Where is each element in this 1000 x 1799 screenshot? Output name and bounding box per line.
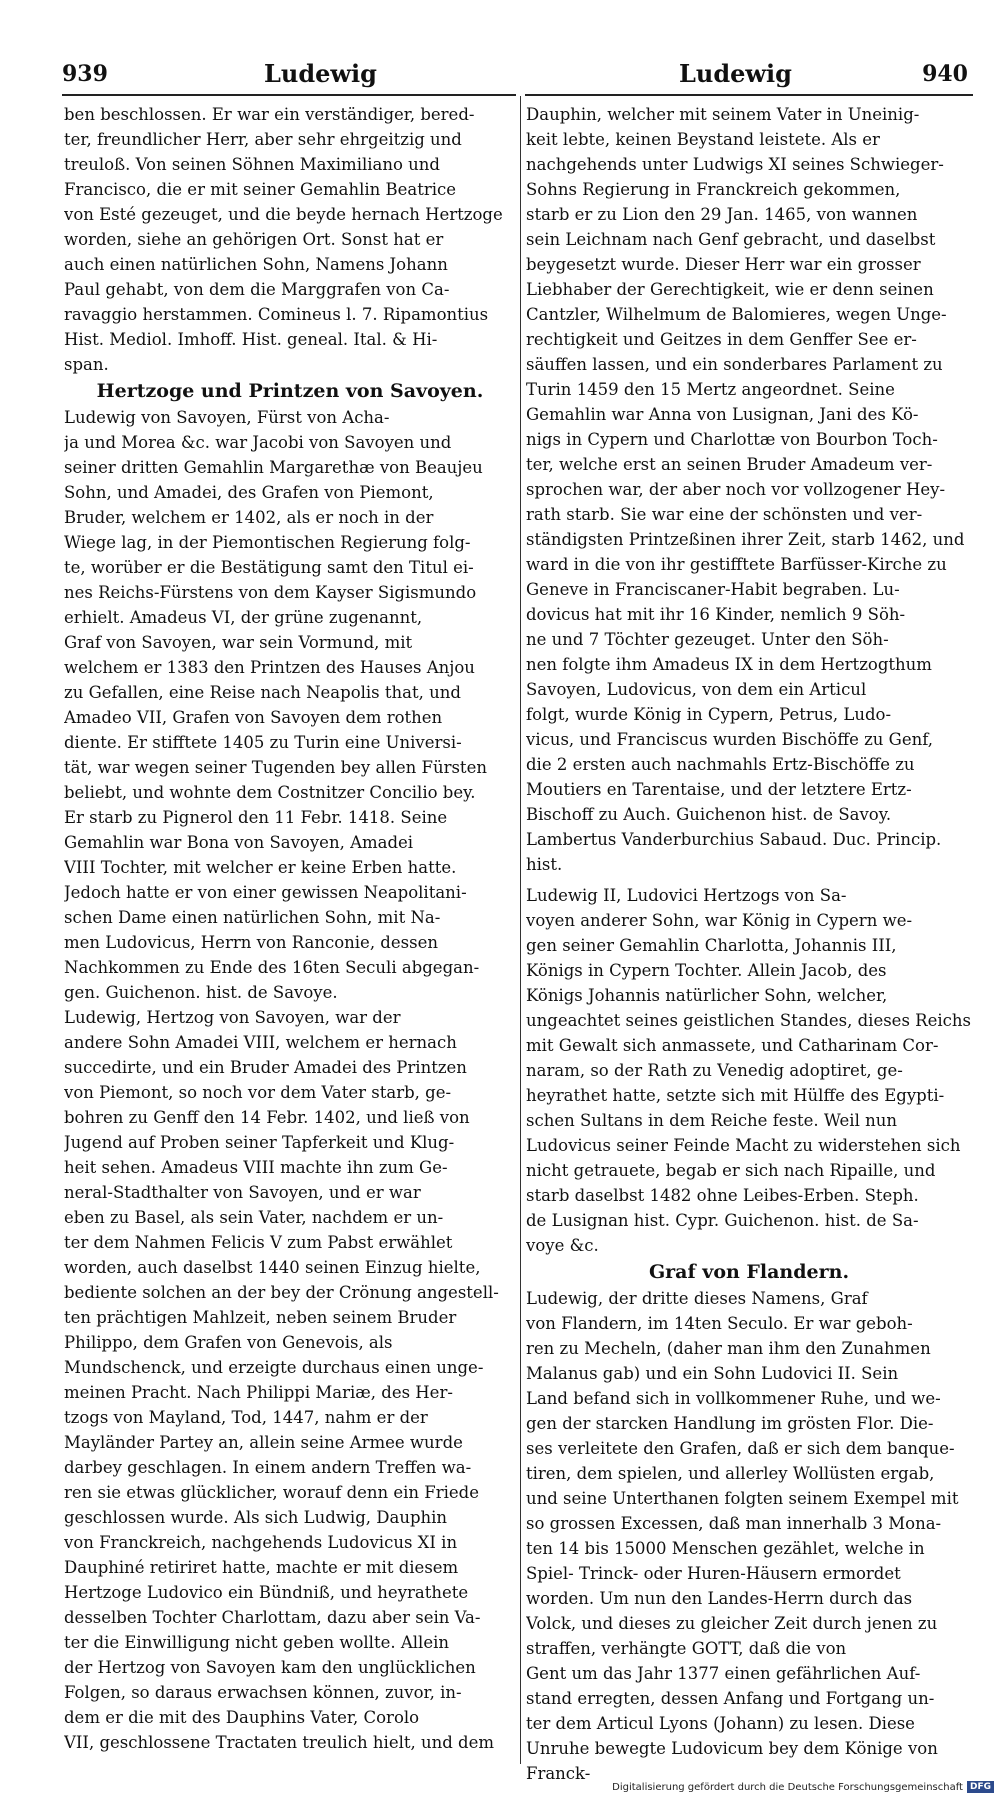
text-line: erhielt. Amadeus VI, der grüne zugenannt, bbox=[64, 608, 423, 627]
credit-text: Digitalisierung gefördert durch die Deutsche Forschungsgemeinschaft bbox=[612, 1781, 963, 1793]
text-line: stand erregten, dessen Anfang und Fortgang un- bbox=[526, 1689, 935, 1708]
digitization-credit bbox=[612, 1781, 994, 1793]
text-line: Philippo, dem Grafen von Genevois, als bbox=[64, 1333, 393, 1352]
text-line: treuloß. Von seinen Söhnen Maximiliano und bbox=[64, 155, 440, 174]
text-line: seiner dritten Gemahlin Margarethæ von Beaujeu bbox=[64, 458, 483, 477]
dfg-logo: DFG bbox=[967, 1781, 994, 1793]
text-line: so grossen Excessen, daß man innerhalb 3 Mona- bbox=[526, 1514, 942, 1533]
text-line: VIII Tochter, mit welcher er keine Erben hatte. bbox=[64, 858, 457, 877]
section-heading-flandern: Graf von Flandern. bbox=[648, 1261, 850, 1283]
text-line: keit lebte, keinen Beystand leistete. Als er bbox=[526, 130, 880, 149]
text-line: säuffen lassen, und ein sonderbares Parlament zu bbox=[526, 355, 943, 374]
text-line: ter, freundlicher Herr, aber sehr ehrgeitzig und bbox=[64, 130, 462, 149]
text-line: ward in die von ihr gestifftete Barfüsser-Kirche zu bbox=[526, 555, 947, 574]
text-line: vicus, und Franciscus wurden Bischöffe zu Genf, bbox=[526, 730, 933, 749]
text-line: Wiege lag, in der Piemontischen Regierung folg- bbox=[64, 533, 471, 552]
text-line: ter dem Articul Lyons (Johann) zu lesen. Diese bbox=[526, 1714, 915, 1733]
text-line: von Esté gezeuget, und die beyde hernach Hertzoge bbox=[64, 205, 503, 224]
text-line: beygesetzt wurde. Dieser Herr war ein grosser bbox=[526, 255, 921, 274]
left-page-number: 939 bbox=[62, 61, 108, 87]
text-line: Gent um das Jahr 1377 einen gefährlichen Auf- bbox=[526, 1664, 921, 1683]
text-line: ter dem Nahmen Felicis V zum Pabst erwählet bbox=[64, 1233, 453, 1252]
column-divider bbox=[520, 96, 521, 1764]
text-line: heyrathet hatte, setzte sich mit Hülffe des Egypti- bbox=[526, 1086, 945, 1105]
text-line: men Ludovicus, Herrn von Ranconie, dessen bbox=[64, 933, 438, 952]
text-line: dem er die mit des Dauphins Vater, Corolo bbox=[64, 1708, 420, 1727]
text-line: Cantzler, Wilhelmum de Balomieres, wegen Unge- bbox=[526, 305, 947, 324]
text-line: Malanus gab) und ein Sohn Ludovici II. Sein bbox=[526, 1364, 899, 1383]
text-line: Gemahlin war Bona von Savoyen, Amadei bbox=[64, 833, 414, 852]
text-line: Jugend auf Proben seiner Tapferkeit und Klug- bbox=[64, 1133, 455, 1152]
text-line: Paul gehabt, von dem die Marggrafen von Ca- bbox=[64, 280, 450, 299]
text-line: Königs in Cypern Tochter. Allein Jacob, des bbox=[526, 961, 887, 980]
text-line: auch einen natürlichen Sohn, Namens Johann bbox=[64, 255, 448, 274]
text-line: die 2 ersten auch nachmahls Ertz-Bischöffe zu bbox=[526, 755, 915, 774]
text-line: Mayländer Partey an, allein seine Armee wurde bbox=[64, 1433, 463, 1452]
text-line: von Franckreich, nachgehends Ludovicus XI in bbox=[64, 1533, 458, 1552]
left-header-rule bbox=[62, 94, 516, 96]
text-line: Hist. Mediol. Imhoff. Hist. geneal. Ital. & Hi- bbox=[64, 330, 438, 349]
text-line: Spiel- Trinck- oder Huren-Häusern ermordet bbox=[526, 1564, 901, 1583]
text-line: dovicus hat mit ihr 16 Kinder, nemlich 9 Söh- bbox=[526, 605, 906, 624]
text-line: Gemahlin war Anna von Lusignan, Jani des Kö- bbox=[526, 405, 919, 424]
text-line: Ludewig, der dritte dieses Namens, Graf bbox=[526, 1289, 868, 1308]
text-line: ständigsten Printzeßinen ihrer Zeit, starb 1462, und bbox=[526, 530, 965, 549]
text-line: desselben Tochter Charlottam, dazu aber sein Va- bbox=[64, 1608, 481, 1627]
left-paragraph-2 bbox=[64, 405, 516, 1005]
text-line: starb daselbst 1482 ohne Leibes-Erben. Steph. bbox=[526, 1186, 919, 1205]
left-column bbox=[64, 102, 516, 1755]
text-line: Sohns Regierung in Franckreich gekommen, bbox=[526, 180, 901, 199]
text-line: Sohn, und Amadei, des Grafen von Piemont, bbox=[64, 483, 434, 502]
text-line: worden, siehe an gehörigen Ort. Sonst hat er bbox=[64, 230, 444, 249]
text-line: mit Gewalt sich anmassete, und Catharinam Cor- bbox=[526, 1036, 939, 1055]
text-line: Ludovicus seiner Feinde Macht zu widerstehen sich bbox=[526, 1136, 961, 1155]
left-paragraph-1 bbox=[64, 102, 516, 377]
text-line: de Lusignan hist. Cypr. Guichenon. hist. de Sa- bbox=[526, 1211, 919, 1230]
left-running-head: Ludewig bbox=[264, 59, 377, 88]
text-line: Folgen, so daraus erwachsen können, zuvor, in- bbox=[64, 1683, 462, 1702]
text-line: Er starb zu Pignerol den 11 Febr. 1418. Seine bbox=[64, 808, 448, 827]
text-line: voye &c. bbox=[526, 1236, 599, 1255]
text-line: voyen anderer Sohn, war König in Cypern we- bbox=[526, 911, 913, 930]
text-line: meinen Pracht. Nach Philippi Mariæ, des Her- bbox=[64, 1383, 453, 1402]
text-line: Mundschenck, und erzeigte durchaus einen unge- bbox=[64, 1358, 484, 1377]
text-line: gen. Guichenon. hist. de Savoye. bbox=[64, 983, 338, 1002]
text-line: nachgehends unter Ludwigs XI seines Schwieger- bbox=[526, 155, 944, 174]
text-line: gen seiner Gemahlin Charlotta, Johannis III, bbox=[526, 936, 897, 955]
text-line: nes Reichs-Fürstens von dem Kayser Sigismundo bbox=[64, 583, 477, 602]
text-line: Dauphiné retiriret hatte, machte er mit diesem bbox=[64, 1558, 459, 1577]
text-line: Franck- bbox=[526, 1764, 591, 1783]
text-line: ungeachtet seines geistlichen Standes, dieses Reichs bbox=[526, 1011, 971, 1030]
text-line: nigs in Cypern und Charlottæ von Bourbon Toch- bbox=[526, 430, 938, 449]
right-running-head: Ludewig bbox=[679, 59, 792, 88]
text-line: Ludewig II, Ludovici Hertzogs von Sa- bbox=[526, 886, 847, 905]
text-line: hist. bbox=[526, 855, 563, 874]
text-line: neral-Stadthalter von Savoyen, und er war bbox=[64, 1183, 421, 1202]
text-line: Lambertus Vanderburchius Sabaud. Duc. Princip. bbox=[526, 830, 942, 849]
text-line: tzogs von Mayland, Tod, 1447, nahm er der bbox=[64, 1408, 428, 1427]
right-paragraph-1 bbox=[526, 102, 972, 877]
text-line: ter die Einwilligung nicht geben wollte. Allein bbox=[64, 1633, 449, 1652]
text-line: te, worüber er die Bestätigung samt den Titul ei- bbox=[64, 558, 474, 577]
text-line: tiren, dem spielen, und allerley Wollüsten ergab, bbox=[526, 1464, 935, 1483]
right-paragraph-2 bbox=[526, 883, 972, 1258]
text-line: Liebhaber der Gerechtigkeit, wie er denn seinen bbox=[526, 280, 934, 299]
text-line: Turin 1459 den 15 Mertz angeordnet. Seine bbox=[526, 380, 895, 399]
text-line: Graf von Savoyen, war sein Vormund, mit bbox=[64, 633, 413, 652]
text-line: ses verleitete den Grafen, daß er sich dem banque- bbox=[526, 1439, 955, 1458]
text-line: ne und 7 Töchter gezeuget. Unter den Söh- bbox=[526, 630, 889, 649]
text-line: geschlossen wurde. Als sich Ludwig, Dauphin bbox=[64, 1508, 448, 1527]
text-line: Unruhe bewegte Ludovicum bey dem Könige von bbox=[526, 1739, 938, 1758]
text-line: Ludewig von Savoyen, Fürst von Acha- bbox=[64, 408, 390, 427]
text-line: ren sie etwas glücklicher, worauf denn ein Friede bbox=[64, 1483, 480, 1502]
text-line: andere Sohn Amadei VIII, welchem er hernach bbox=[64, 1033, 457, 1052]
text-line: diente. Er stifftete 1405 zu Turin eine Universi- bbox=[64, 733, 462, 752]
text-line: succedirte, und ein Bruder Amadei des Printzen bbox=[64, 1058, 467, 1077]
text-line: Hertzoge Ludovico ein Bündniß, und heyrathete bbox=[64, 1583, 469, 1602]
text-line: tät, war wegen seiner Tugenden bey allen Fürsten bbox=[64, 758, 487, 777]
text-line: worden, auch daselbst 1440 seinen Einzug hielte, bbox=[64, 1258, 481, 1277]
text-line: ravaggio herstammen. Comineus l. 7. Ripamontius bbox=[64, 305, 489, 324]
section-heading-savoyen: Hertzoge und Printzen von Savoyen. bbox=[96, 380, 484, 402]
text-line: heit sehen. Amadeus VIII machte ihn zum Ge- bbox=[64, 1158, 448, 1177]
text-line: rath starb. Sie war eine der schönsten und ver- bbox=[526, 505, 923, 524]
text-line: Dauphin, welcher mit seinem Vater in Uneinig- bbox=[526, 105, 920, 124]
text-line: ja und Morea &c. war Jacobi von Savoyen und bbox=[64, 433, 452, 452]
text-line: nicht getrauete, begab er sich nach Ripaille, und bbox=[526, 1161, 936, 1180]
text-line: zu Gefallen, eine Reise nach Neapolis that, und bbox=[64, 683, 461, 702]
text-line: und seine Unterthanen folgten seinem Exempel mit bbox=[526, 1489, 959, 1508]
text-line: sein Leichnam nach Genf gebracht, und daselbst bbox=[526, 230, 936, 249]
text-line: ten prächtigen Mahlzeit, neben seinem Bruder bbox=[64, 1308, 457, 1327]
text-line: schen Sultans in dem Reiche feste. Weil nun bbox=[526, 1111, 897, 1130]
text-line: ter, welche erst an seinen Bruder Amadeum ver- bbox=[526, 455, 933, 474]
text-line: Bischoff zu Auch. Guichenon hist. de Savoy. bbox=[526, 805, 892, 824]
text-line: Francisco, die er mit seiner Gemahlin Beatrice bbox=[64, 180, 457, 199]
right-page-number: 940 bbox=[922, 61, 968, 87]
text-line: welchem er 1383 den Printzen des Hauses Anjou bbox=[64, 658, 475, 677]
text-line: Königs Johannis natürlicher Sohn, welcher, bbox=[526, 986, 888, 1005]
text-line: folgt, wurde König in Cypern, Petrus, Ludo- bbox=[526, 705, 892, 724]
text-line: Bruder, welchem er 1402, als er noch in der bbox=[64, 508, 434, 527]
text-line: darbey geschlagen. In einem andern Treffen wa- bbox=[64, 1458, 472, 1477]
text-line: ben beschlossen. Er war ein verständiger, bered- bbox=[64, 105, 475, 124]
right-paragraph-3 bbox=[526, 1286, 972, 1786]
text-line: ren zu Mecheln, (daher man ihm den Zunahmen bbox=[526, 1339, 931, 1358]
right-column bbox=[526, 102, 972, 1786]
text-line: span. bbox=[64, 355, 109, 374]
text-line: starb er zu Lion den 29 Jan. 1465, von wannen bbox=[526, 205, 918, 224]
text-line: bohren zu Genff den 14 Febr. 1402, und ließ von bbox=[64, 1108, 470, 1127]
text-line: bediente solchen an der bey der Crönung angestell- bbox=[64, 1283, 499, 1302]
text-line: Volck, und dieses zu gleicher Zeit durch jenen zu bbox=[526, 1614, 938, 1633]
text-line: straffen, verhängte GOTT, daß die von bbox=[526, 1639, 847, 1658]
text-line: von Piemont, so noch vor dem Vater starb, ge- bbox=[64, 1083, 452, 1102]
text-line: nen folgte ihm Amadeus IX in dem Hertzogthum bbox=[526, 655, 932, 674]
text-line: ten 14 bis 15000 Menschen gezählet, welche in bbox=[526, 1539, 925, 1558]
text-line: eben zu Basel, als sein Vater, nachdem er un- bbox=[64, 1208, 444, 1227]
text-line: gen der starcken Handlung im grösten Flor. Die- bbox=[526, 1414, 934, 1433]
text-line: Land befand sich in vollkommener Ruhe, und we- bbox=[526, 1389, 941, 1408]
text-line: sprochen war, der aber noch vor vollzogener Hey- bbox=[526, 480, 946, 499]
text-line: naram, so der Rath zu Venedig adoptiret, ge- bbox=[526, 1061, 903, 1080]
text-line: VII, geschlossene Tractaten treulich hielt, und dem bbox=[64, 1733, 495, 1752]
text-line: Moutiers en Tarentaise, und der letztere Ertz- bbox=[526, 780, 912, 799]
text-line: beliebt, und wohnte dem Costnitzer Concilio bey. bbox=[64, 783, 476, 802]
text-line: Jedoch hatte er von einer gewissen Neapolitani- bbox=[64, 883, 467, 902]
text-line: von Flandern, im 14ten Seculo. Er war geboh- bbox=[526, 1314, 913, 1333]
text-line: Amadeo VII, Grafen von Savoyen dem rothen bbox=[64, 708, 443, 727]
text-line: Ludewig, Hertzog von Savoyen, war der bbox=[64, 1008, 401, 1027]
right-header-rule bbox=[525, 94, 973, 96]
text-line: rechtigkeit und Geitzes in dem Genffer See er- bbox=[526, 330, 917, 349]
text-line: worden. Um nun den Landes-Herrn durch das bbox=[526, 1589, 913, 1608]
page-header bbox=[62, 58, 968, 94]
text-line: schen Dame einen natürlichen Sohn, mit Na- bbox=[64, 908, 441, 927]
text-line: Geneve in Franciscaner-Habit begraben. Lu- bbox=[526, 580, 900, 599]
text-line: Savoyen, Ludovicus, von dem ein Articul bbox=[526, 680, 867, 699]
text-line: Nachkommen zu Ende des 16ten Seculi abgegan- bbox=[64, 958, 480, 977]
left-paragraph-3 bbox=[64, 1005, 516, 1755]
text-line: der Hertzog von Savoyen kam den unglücklichen bbox=[64, 1658, 476, 1677]
